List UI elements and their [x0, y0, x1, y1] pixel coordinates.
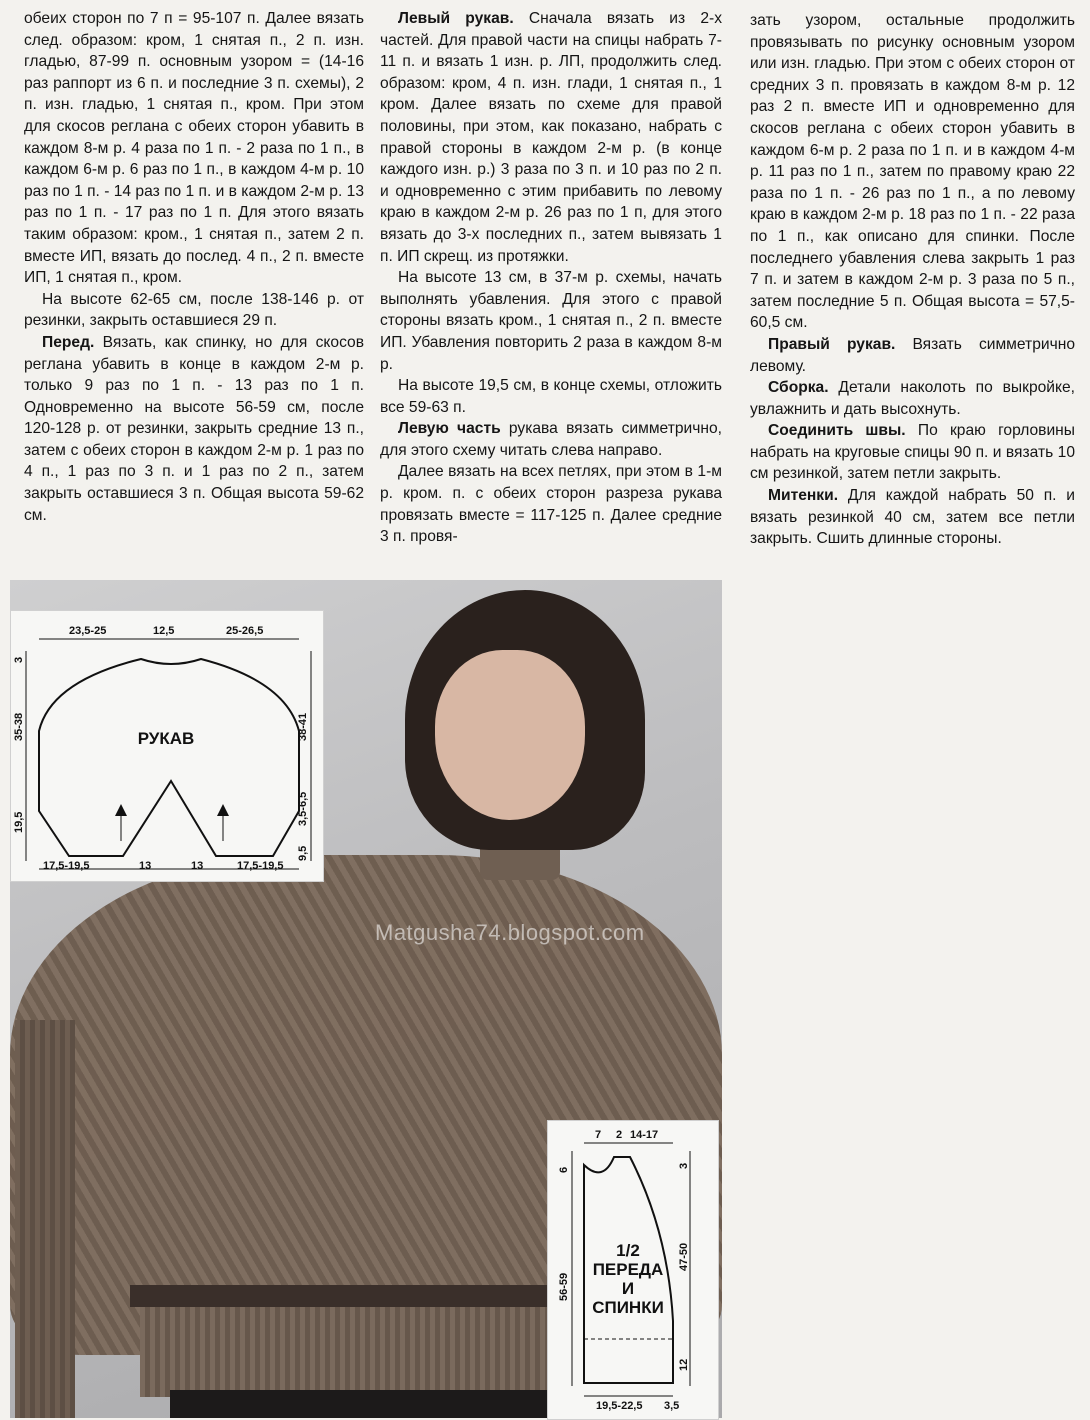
section-heading: Соединить швы.	[768, 422, 906, 440]
watermark: Matgusha74.blogspot.com	[375, 920, 645, 945]
paragraph: Далее вязать на всех петлях, при этом в 1-м р. кром. п. с обеих сторон разреза рукава провязать вместе = 117-125 п. Далее средние 3 п. провя-	[380, 463, 722, 546]
dim-label: 25-26,5	[226, 625, 264, 637]
dim-label: 3	[13, 656, 25, 663]
dim-label: 35-38	[13, 712, 25, 741]
paragraph: На высоте 19,5 см, в конце схемы, отложить все 59-63 п.	[380, 377, 722, 416]
diagram-title-line: СПИНКИ	[592, 1298, 664, 1317]
paragraph	[750, 485, 1075, 550]
dim-label: 56-59	[558, 1272, 570, 1301]
paragraph	[750, 420, 1075, 485]
paragraph-text: Детали наколоть по выкройке, увлажнить и дать высохнуть.	[750, 379, 1075, 418]
dim-label: 6	[558, 1166, 570, 1173]
dim-label: 2	[616, 1129, 623, 1141]
paragraph	[24, 332, 364, 526]
dim-label: 12,5	[153, 625, 175, 637]
sleeve-diagram	[10, 610, 324, 882]
dim-label: 38-41	[297, 712, 309, 741]
dim-label: 9,5	[297, 845, 309, 861]
dim-label: 12	[678, 1358, 690, 1371]
diagram-title: РУКАВ	[137, 729, 195, 748]
dim-label: 17,5-19,5	[237, 860, 284, 872]
paragraph	[750, 377, 1075, 420]
section-heading: Митенки.	[768, 487, 839, 505]
dim-label: 3,5	[664, 1400, 680, 1412]
diagram-title-line: ПЕРЕДА	[592, 1260, 664, 1279]
trousers-shape	[170, 1390, 590, 1418]
dim-label: 19,5	[13, 811, 25, 833]
dim-label: 47-50	[678, 1242, 690, 1271]
section-heading: Правый рукав.	[768, 335, 896, 353]
dim-label: 19,5-22,5	[596, 1400, 643, 1412]
mitten-sleeve-shape	[15, 1020, 75, 1418]
paragraph-text: Сначала вязать из 2-х частей. Для правой части на спицы набрать 7-11 п. и вязать 1 изн. р. ЛП, продолжить след. образом: кром, 4 п. изн. глади, 1 снятая п., 1 кром. Далее вязать по схеме для правой половины, при этом, как показано, набрать с правой стороны в каждом 2-м р. (в конце каждого изн. р.) 3 раза по 3 п. и 10 раз по 2 п. и одновременно с этим прибавить по левому краю в каждом 2-м р. 26 раз по 1 п, для этого вязать до 3-х последних п., затем вывязать 1 п. ИП скрещ. из протяжки.	[380, 10, 723, 265]
dim-label: 7	[595, 1129, 602, 1141]
paragraph	[750, 334, 1075, 377]
section-heading: Перед.	[42, 333, 95, 351]
diagram-title-line: И	[621, 1279, 635, 1298]
front-back-diagram	[547, 1120, 719, 1420]
paragraph-text: Вязать симметрично левому.	[750, 335, 1075, 375]
paragraph	[380, 418, 722, 461]
dim-label: 3,5-6,5	[297, 791, 309, 826]
diagram-title	[588, 1241, 668, 1317]
paragraph: зать узором, остальные продолжить провязывать по рисунку основным узором или изн. гладью. При этом с обеих сторон от средних 3 п. провязать в каждом 8-м р. 12 раз 2 п. вместе ИП и одновременно для скосов реглана с обеих сторон убавить в каждом 6-м р. 2 раза по 1 п. и в каждом 4-м р. 11 раз по 1 п., затем по правому краю 22 раза по 1 п. - 26 раз по 1 п., а по левому краю в каждом 2-м р. 18 раз по 1 п. - 22 раза по 1 п., как описано для спинки. После последнего убавления слева закрыть 1 раз 7 п. и затем в каждом 2-м р. 3 раза по 5 п., затем последние 5 п. Общая высота = 57,5-60,5 см.	[750, 12, 1075, 332]
diagram-title-line: 1/2	[616, 1241, 640, 1260]
dim-label: 13	[191, 860, 204, 872]
paragraph	[380, 8, 722, 267]
paragraph-text: По краю горловины набрать на круговые спицы 90 п. и вязать 10 см резинкой, затем петли закрыть.	[750, 422, 1075, 483]
text-column-3	[750, 10, 1075, 550]
dim-label: 17,5-19,5	[43, 860, 90, 872]
dim-label: 23,5-25	[69, 625, 107, 637]
dim-label: 13	[139, 860, 152, 872]
section-heading: Левый рукав.	[398, 10, 514, 27]
dim-label: 3	[678, 1162, 690, 1169]
paragraph-text: Вязать, как спинку, но для скосов реглана убавить в конце в каждом 2-м р. только 9 раз по 1 п. - 13 раз по 1 п. Одновременно на высоте 56-59 см, после 120-128 р. от резинки, закрыть средние 13 п., затем с обеих сторон в каждом 2-м р. 1 раз по 4 п., 1 раз по 3 п. и 1 раз по 2 п., затем закрыть оставшиеся 3 п. Общая высота 59-62 см.	[24, 333, 364, 524]
paragraph: На высоте 13 см, в 37-м р. схемы, начать выполнять убавления. Для этого с правой стороны вязать кром., 1 снятая п., 2 п. вместе ИП. Убавления повторить 2 раза в каждом 8-м р.	[380, 269, 722, 373]
section-heading: Сборка.	[768, 379, 829, 397]
paragraph-text: Для каждой набрать 50 п. и вязать резинкой 40 см, затем все петли закрыть. Сшить длинные стороны.	[750, 487, 1075, 548]
text-column-1	[24, 8, 364, 526]
section-heading: Левую часть	[398, 420, 501, 438]
dim-label: 14-17	[630, 1129, 659, 1141]
paragraph: На высоте 62-65 см, после 138-146 р. от резинки, закрыть оставшиеся 29 п.	[24, 290, 364, 330]
face-shape	[435, 650, 585, 820]
text-column-2	[380, 8, 722, 548]
paragraph-text: рукава вязать симметрично, для этого схему читать слева направо.	[380, 420, 722, 459]
paragraph: обеих сторон по 7 п = 95-107 п. Далее вязать след. образом: кром, 1 снятая п., 2 п. изн. гладью, 87-99 п. основным узором = (14-16 раз раппорт из 6 п. и последние 3 п. схемы), 2 п. изн. гладью, 1 снятая п., кром. При этом для скосов реглана с обеих сторон убавить в каждом 8-м р. 4 раза по 1 п. - 2 раза по 1 п., в каждом 6-м р. 6 раз по 1 п., в каждом 4-м р. 10 раз по 1 п. - 14 раз по 1 п. и в каждом 2-м р. 13 раз по 1 п. - 17 раз по 1 п. Для этого вязать таким образом: кром., 1 снятая п., затем 2 п. вместе ИП, вязать до послед. 4 п., 2 п. вместе ИП, 1 снятая п., кром.	[24, 10, 364, 287]
